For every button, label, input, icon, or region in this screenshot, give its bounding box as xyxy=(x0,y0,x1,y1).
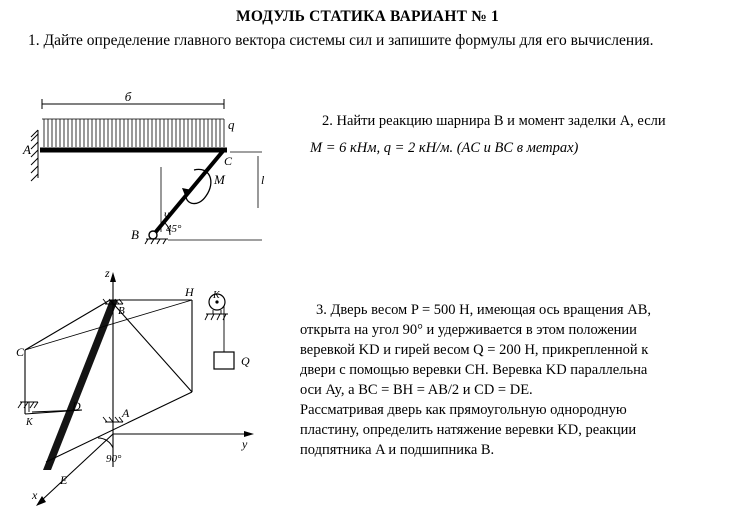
label-45deg: 45° xyxy=(166,223,182,235)
question-2-line-1: 2. Найти реакцию шарнира B и момент заделки A, если xyxy=(322,113,666,129)
label-k-support: K xyxy=(26,417,33,428)
label-axis-y: y xyxy=(242,437,248,451)
pulley-mount-hatch xyxy=(205,310,228,320)
label-m: M xyxy=(214,172,225,187)
question-2-line-2: M = 6 кНм, q = 2 кН/м. (AC и BC в метрах) xyxy=(310,140,579,157)
label-h: H xyxy=(185,285,194,299)
question-1-text: 1. Дайте определение главного вектора системы сил и запишите формулы для его вычисления. xyxy=(28,32,654,49)
label-c: C xyxy=(16,345,25,359)
label-b: B xyxy=(118,305,125,317)
label-a: A xyxy=(122,406,130,420)
span-dimension xyxy=(42,99,224,109)
support-k-hatch xyxy=(18,402,38,412)
page-title: МОДУЛЬ СТАТИКА ВАРИАНТ № 1 xyxy=(235,8,499,25)
axis-z-arrow xyxy=(110,272,116,282)
question-3-line-6: Рассматривая дверь как прямоугольную однородную xyxy=(300,402,627,418)
label-q: q xyxy=(228,117,235,132)
question-3-block xyxy=(300,300,732,460)
question-3-line-3: веревкой KD и гирей весом Q = 200 H, прикрепленной к xyxy=(300,342,649,358)
label-axis-z: z xyxy=(105,266,110,280)
question-2-block xyxy=(310,111,730,159)
label-k-pulley: K xyxy=(213,290,220,301)
figure-beam xyxy=(18,92,288,267)
wall-hatch-a xyxy=(31,130,38,181)
label-a: A xyxy=(23,142,31,157)
hinge-b xyxy=(149,231,157,239)
question-3-line-4: двери с помощью веревки CH. Веревка KD параллельна xyxy=(300,362,648,378)
label-axis-x: x xyxy=(32,488,38,502)
label-l: l xyxy=(261,173,265,187)
label-e: E xyxy=(60,473,68,487)
label-c: C xyxy=(224,154,233,168)
label-d: D xyxy=(72,399,81,413)
question-3-line-5: оси Ay, а BC = BH = AB/2 и CD = DE. xyxy=(300,382,533,398)
axis-x xyxy=(42,434,113,500)
label-90deg: 90° xyxy=(106,453,122,465)
question-3-line-8: подпятника A и подшипника B. xyxy=(300,442,495,458)
distributed-load xyxy=(42,119,224,147)
label-q: Q xyxy=(241,354,250,368)
question-3-line-1: 3. Дверь весом P = 500 H, имеющая ось вращения AB, xyxy=(316,302,651,318)
weight-block-q xyxy=(214,352,234,369)
label-h: ч xyxy=(164,207,170,221)
question-3-line-2: открыта на угол 90° и удерживается в этом положении xyxy=(300,322,637,338)
figure-door xyxy=(10,262,300,512)
support-b-ticks xyxy=(145,239,168,244)
dim-l xyxy=(168,152,262,240)
label-span: б xyxy=(124,92,132,104)
question-3-line-7: пластину, определить натяжение веревки KD, реакции xyxy=(300,422,637,438)
label-b: B xyxy=(131,227,139,242)
moment-arc xyxy=(186,169,211,203)
